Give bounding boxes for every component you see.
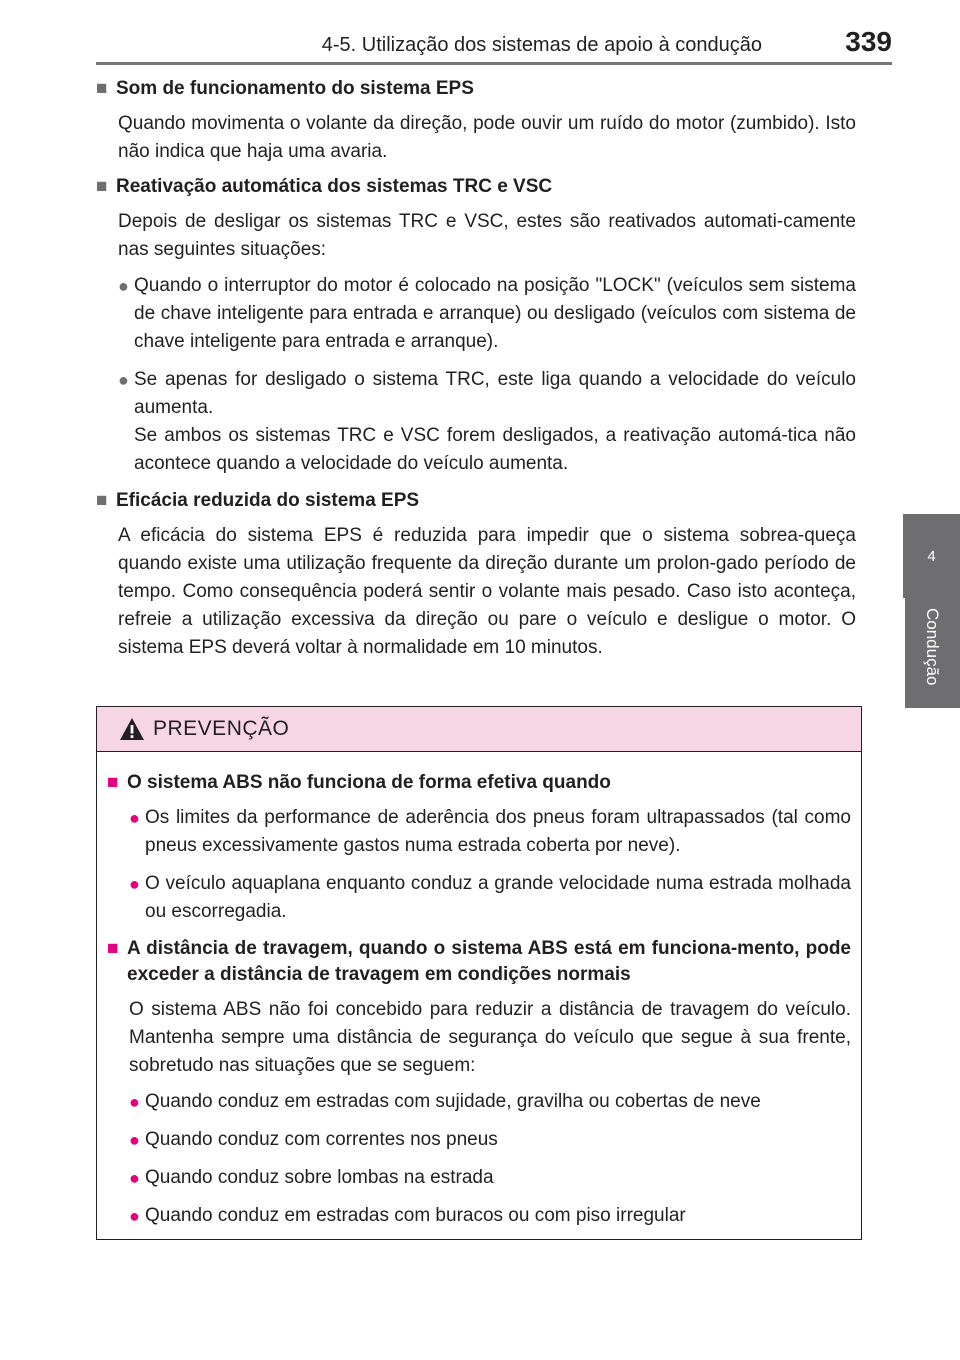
square-bullet-icon: ■ — [96, 176, 108, 197]
chapter-tab-number — [903, 514, 960, 598]
round-bullet-icon: ● — [129, 874, 140, 894]
square-bullet-icon: ■ — [107, 938, 119, 959]
section-heading: ■ Eficácia reduzida do sistema EPS — [96, 488, 856, 514]
page-number: 339 — [845, 26, 892, 57]
round-bullet-icon: ● — [129, 1206, 140, 1226]
round-bullet-icon: ● — [118, 276, 129, 296]
page-header — [96, 20, 892, 65]
chapter-number: 4 — [927, 547, 936, 565]
list-item: ● Quando conduz com correntes nos pneus — [129, 1126, 851, 1154]
chapter-tab-label — [905, 598, 960, 708]
warning-heading: ■ A distância de travagem, quando o sistema ABS está em funciona-mento, pode exceder a distância de travagem em condições normais — [107, 936, 851, 988]
square-bullet-icon: ■ — [107, 772, 119, 793]
list-item: ● Quando conduz em estradas com buracos ou com piso irregular — [129, 1202, 851, 1230]
section-body: A eficácia do sistema EPS é reduzida para impedir que o sistema sobrea-queça quando existe uma utilização frequente da direção durante um prolon-gado período de tempo. Como consequência poderá sentir o volante mais pesado. Caso isto aconteça, refreie a utilização excessiva da direção ou pare o veículo e desligue o motor. O sistema EPS deverá voltar à normalidade em 10 minutos. — [118, 525, 856, 658]
warning-body — [97, 752, 861, 1230]
warning-box — [96, 706, 862, 1240]
round-bullet-icon: ● — [118, 370, 129, 390]
section-body: Quando movimenta o volante da direção, pode ouvir um ruído do motor (zumbido). Isto não indica que haja uma avaria. — [118, 113, 856, 162]
round-bullet-icon: ● — [129, 808, 140, 828]
main-content — [96, 76, 856, 670]
list-item: ● Quando conduz em estradas com sujidade, gravilha ou cobertas de neve — [129, 1088, 851, 1116]
section-body: Depois de desligar os sistemas TRC e VSC, estes são reativados automati-camente nas seguintes situações: — [118, 211, 856, 260]
warning-body-text: O sistema ABS não foi concebido para reduzir a distância de travagem do veículo. Mantenha sempre uma distância de segurança do veículo que segue à sua frente, sobretudo nas situações que se seguem: — [129, 999, 851, 1076]
warning-triangle-icon — [119, 717, 145, 741]
square-bullet-icon: ■ — [96, 490, 108, 511]
section-heading: ■ Reativação automática dos sistemas TRC e VSC — [96, 174, 856, 200]
warning-header — [97, 707, 861, 752]
section-title: 4-5. Utilização dos sistemas de apoio à condução — [321, 34, 762, 56]
square-bullet-icon: ■ — [96, 78, 108, 99]
list-item: ● Se apenas for desligado o sistema TRC, este liga quando a velocidade do veículo aumenta. Se ambos os sistemas TRC e VSC forem desligados, a reativação automá-tica não acontece quando a velocidade do veículo aumenta. — [118, 366, 856, 478]
round-bullet-icon: ● — [129, 1130, 140, 1150]
list-item: ● Quando o interruptor do motor é colocado na posição "LOCK" (veículos sem sistema de chave inteligente para entrada e arranque) ou desligado (veículos com sistema de chave inteligente para entrada e arranque). — [118, 272, 856, 356]
warning-heading: ■ O sistema ABS não funciona de forma efetiva quando — [107, 770, 851, 796]
chapter-label: Condução — [923, 608, 942, 686]
round-bullet-icon: ● — [129, 1168, 140, 1188]
list-item: ● O veículo aquaplana enquanto conduz a grande velocidade numa estrada molhada ou escorregadia. — [129, 870, 851, 926]
round-bullet-icon: ● — [129, 1092, 140, 1112]
warning-title: PREVENÇÃO — [153, 717, 290, 740]
list-item: ● Quando conduz sobre lombas na estrada — [129, 1164, 851, 1192]
list-item: ● Os limites da performance de aderência dos pneus foram ultrapassados (tal como pneus excessivamente gastos numa estrada coberta por neve). — [129, 804, 851, 860]
section-heading: ■ Som de funcionamento do sistema EPS — [96, 76, 856, 102]
